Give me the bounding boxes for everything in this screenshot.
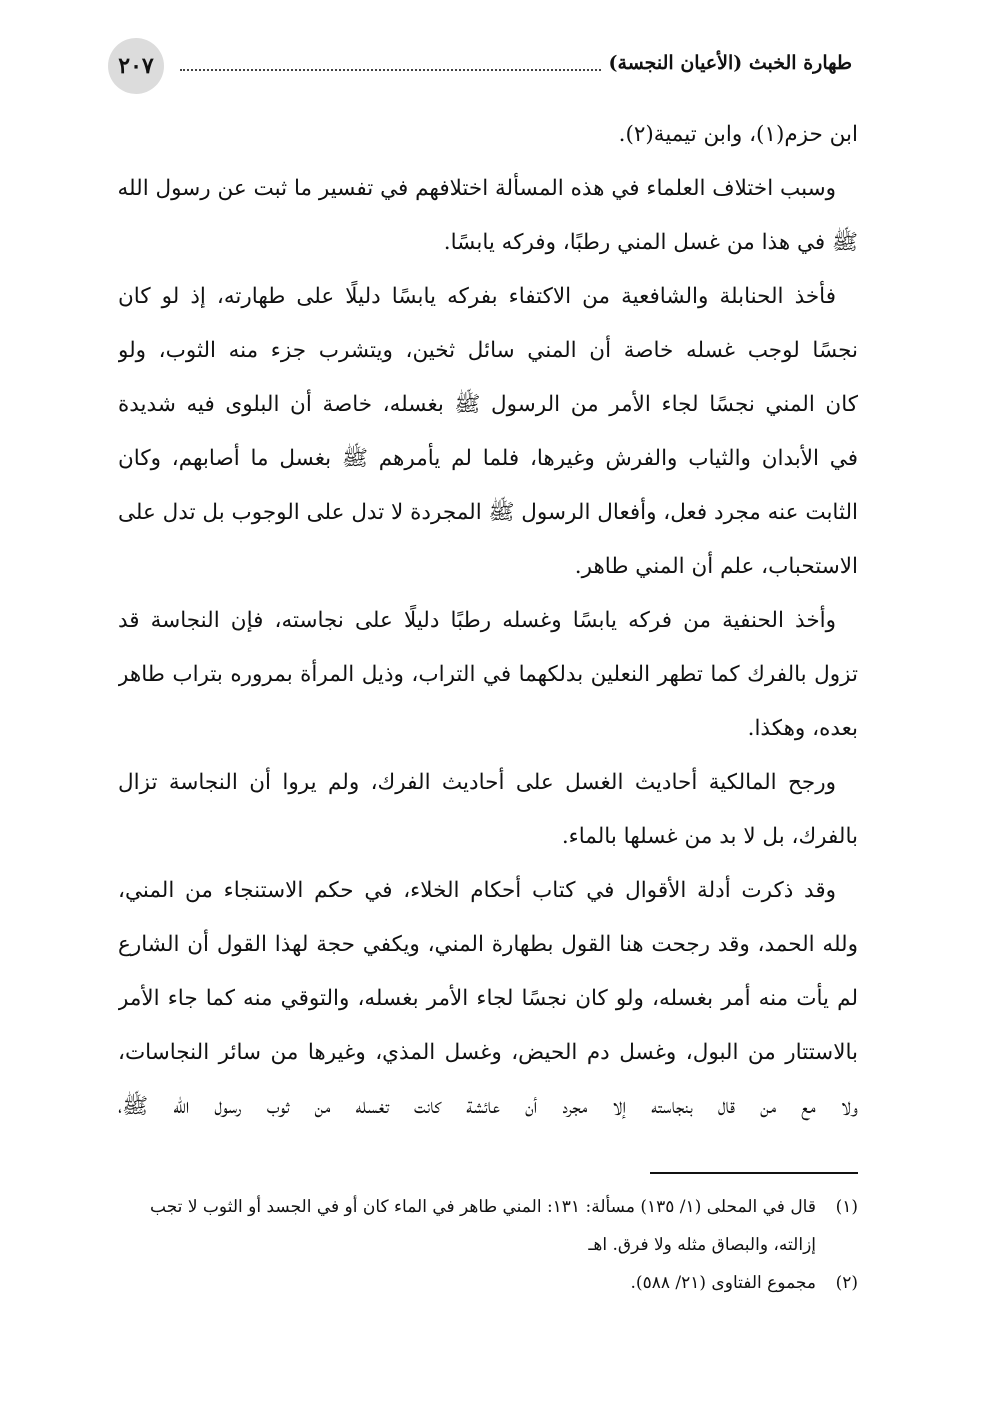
text-line: لم يأت منه أمر بغسله، ولو كان نجسًا لجاء الأمر بغسله، والتوقي منه كما جاء الأمر [118,986,858,1011]
text-line: ﷺ في هذا من غسل المني رطبًا، وفركه يابسًا. [443,230,858,255]
main-text [118,108,858,1134]
text-line: الاستحباب، علم أن المني طاهر. [574,554,858,579]
footnote-1 [118,1188,858,1226]
text-line: وسبب اختلاف العلماء في هذه المسألة اختلافهم في تفسير ما ثبت عن رسول الله [118,176,836,201]
text-line: نجسًا لوجب غسله خاصة أن المني سائل ثخين، ويتشرب جزء منه الثوب، ولو [118,338,858,363]
text-line: ابن حزم(١)، وابن تيمية(٢). [618,122,858,147]
text-line: بالفرك، بل لا بد من غسلها بالماء. [561,824,858,849]
text-line: كان المني نجسًا لجاء الأمر من الرسول ﷺ بغسله، خاصة أن البلوى فيه شديدة [118,392,858,417]
text-line: ورجح المالكية أحاديث الغسل على أحاديث الفرك، ولم يروا أن النجاسة تزال [118,770,836,795]
text-line: تزول بالفرك كما تطهر النعلين بدلكهما في التراب، وذيل المرأة بمروره بتراب طاهر [118,662,858,687]
footnote-text: مجموع الفتاوى (٢١/ ٥٨٨). [630,1273,816,1293]
text-line: ولله الحمد، وقد رجحت هنا القول بطهارة المني، ويكفي حجة لهذا القول أن الشارع [118,932,858,957]
text-line: بالاستتار من البول، وغسل دم الحيض، وغسل المذي، وغيرها من سائر النجاسات، [118,1040,858,1065]
footnote-marker: (١) [835,1197,858,1217]
text-line: الثابت عنه مجرد فعل، وأفعال الرسول ﷺ المجردة لا تدل على الوجوب بل تدل على [118,500,858,525]
footnote-marker: (٢) [835,1273,858,1293]
footnotes [118,1188,858,1302]
footnote-2 [118,1264,858,1302]
text-line: في الأبدان والثياب والفرش وغيرها، فلما لم يأمرهم ﷺ بغسل ما أصابهم، وكان [118,446,858,471]
text-line: ولا مع من قال بنجاسته إلا مجرد أن عائشة كانت تغسله من ثوب رسول الله ﷺ، [118,1094,858,1119]
page-header [108,38,852,98]
footnote-separator [650,1172,858,1174]
text-line: فأخذ الحنابلة والشافعية من الاكتفاء بفركه يابسًا دليلًا على طهارته، إذ لو كان [118,284,836,309]
page-number-badge [108,38,164,94]
text-line: وقد ذكرت أدلة الأقوال في كتاب أحكام الخلاء، في حكم الاستنجاء من المني، [118,878,836,903]
footnote-text: قال في المحلى (١/ ١٣٥) مسألة: ١٣١: المني طاهر في الماء كان أو في الجسد أو الثوب لا تجب [150,1197,816,1217]
text-line: بعده، وهكذا. [747,716,858,741]
running-title: طهارة الخبث (الأعيان النجسة) [603,52,852,74]
text-line: وأخذ الحنفية من فركه يابسًا وغسله رطبًا دليلًا على نجاسته، فإن النجاسة قد [118,608,836,633]
page-number: ٢٠٧ [118,53,154,79]
footnote-1-continuation: إزالته، والبصاق مثله ولا فرق. اهـ [588,1235,816,1255]
